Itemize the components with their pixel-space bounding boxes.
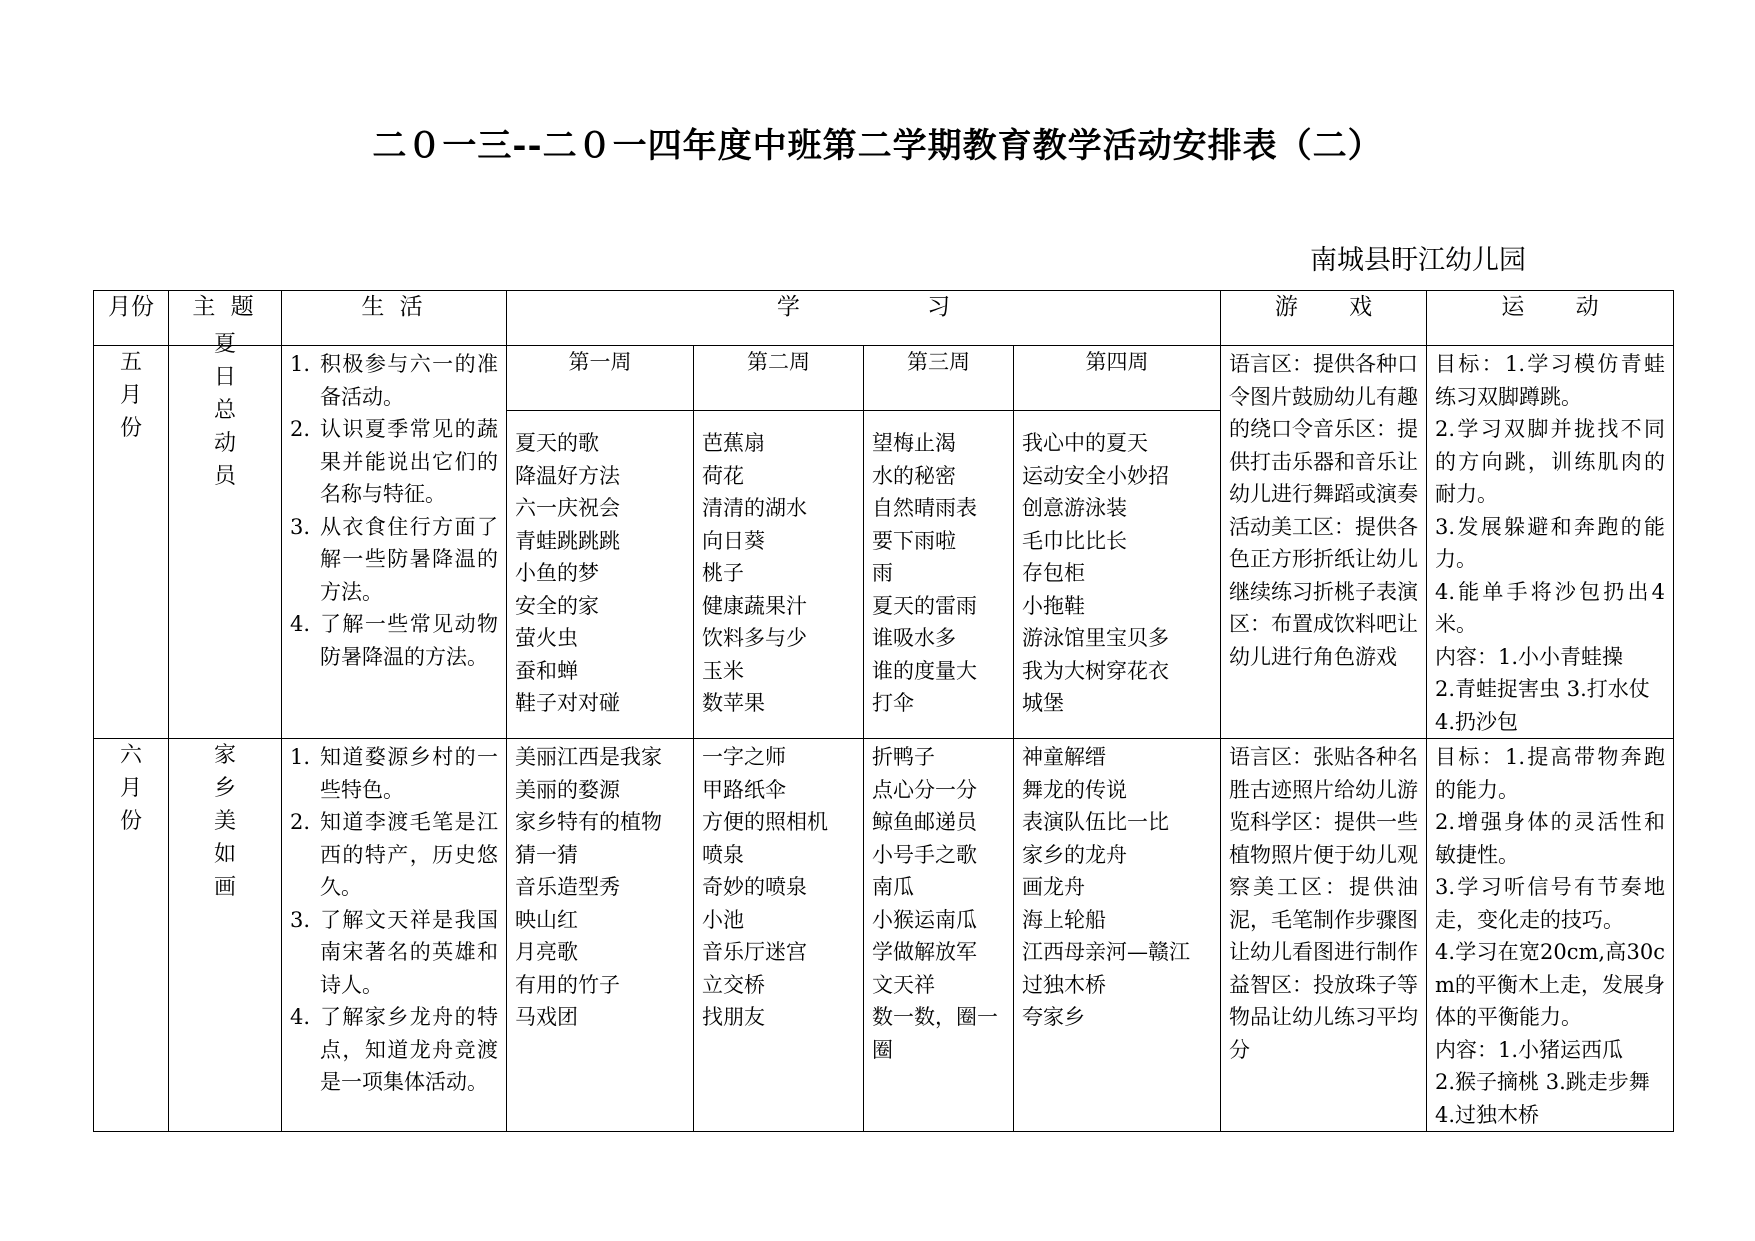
may-week-header-row bbox=[94, 346, 1674, 411]
list-item: 甲路纸伞 bbox=[702, 777, 786, 802]
life-cell-june bbox=[282, 739, 507, 1132]
list-item: 画龙舟 bbox=[1022, 875, 1085, 899]
header-theme: 主 题 bbox=[169, 291, 282, 346]
theme-label: 夏日总动员 bbox=[213, 332, 236, 489]
list-item: 六一庆祝会 bbox=[515, 496, 620, 521]
header-study: 学 习 bbox=[507, 291, 1221, 346]
list-item: 芭蕉扇 bbox=[702, 431, 765, 456]
sport-line: 2.猴子摘桃 3.跳走步舞 bbox=[1435, 1070, 1650, 1094]
list-item: 音乐造型秀 bbox=[515, 875, 620, 899]
organization-name: 南城县盱江幼儿园 bbox=[1310, 245, 1526, 276]
sport-line: 3.学习听信号有节奏地走，变化走的技巧。 bbox=[1435, 875, 1665, 932]
list-item: 小猴运南瓜 bbox=[872, 907, 977, 932]
list-item: 降温好方法 bbox=[515, 463, 620, 488]
life-cell-may bbox=[282, 346, 507, 739]
life-list bbox=[290, 741, 498, 1099]
sport-line: 3.发展躲避和奔跑的能力。 bbox=[1435, 514, 1665, 571]
list-item: 清清的湖水 bbox=[702, 496, 807, 521]
list-item: 萤火虫 bbox=[515, 626, 578, 651]
list-item: 猜一猜 bbox=[515, 842, 578, 867]
theme-cell-june bbox=[169, 739, 282, 1132]
month-label: 五月份 bbox=[119, 350, 142, 441]
sport-line: 2.青蛙捉害虫 3.打水仗 bbox=[1435, 677, 1650, 701]
sport-line: 2.增强身体的灵活性和敏捷性。 bbox=[1435, 810, 1665, 867]
list-item: 点心分一分 bbox=[872, 777, 977, 802]
list-item: 一字之师 bbox=[702, 745, 786, 769]
sport-cell-may bbox=[1427, 346, 1674, 739]
list-item: 文天祥 bbox=[872, 972, 935, 997]
week4-activities-june bbox=[1014, 739, 1221, 1132]
list-item: 学做解放军 bbox=[872, 940, 977, 964]
sport-line: 目标：1.学习模仿青蛙练习双脚蹲跳。 bbox=[1435, 352, 1665, 409]
list-item: 望梅止渴 bbox=[872, 431, 956, 456]
list-item: 映山红 bbox=[515, 907, 578, 932]
sport-line: 4.能单手将沙包扔出4米。 bbox=[1435, 579, 1665, 636]
list-item: 数苹果 bbox=[702, 691, 765, 716]
list-item: 鞋子对对碰 bbox=[515, 691, 620, 716]
sport-line: 内容：1.小小青蛙操 bbox=[1435, 644, 1624, 669]
list-item: 健康蔬果汁 bbox=[702, 593, 807, 618]
list-item: 青蛙跳跳跳 bbox=[515, 528, 620, 553]
week4-activities-may bbox=[1014, 411, 1221, 739]
list-item: 游泳馆里宝贝多 bbox=[1022, 626, 1169, 651]
list-item: 运动安全小妙招 bbox=[1022, 463, 1169, 488]
theme-label: 家乡美如画 bbox=[213, 743, 236, 900]
list-item: 音乐厅迷宫 bbox=[702, 940, 807, 964]
list-item: 3. 了解文天祥是我国南宋著名的英雄和诗人。 bbox=[290, 907, 498, 997]
list-item: 小鱼的梦 bbox=[515, 561, 599, 586]
list-item: 自然晴雨表 bbox=[872, 496, 977, 521]
week3-activities-june bbox=[864, 739, 1014, 1132]
list-item: 神童解缙 bbox=[1022, 745, 1106, 769]
list-item: 4. 了解一些常见动物防暑降温的方法。 bbox=[290, 612, 498, 669]
list-item: 4. 了解家乡龙舟的特点，知道龙舟竞渡是一项集体活动。 bbox=[290, 1005, 498, 1094]
list-item: 小拖鞋 bbox=[1022, 593, 1085, 618]
list-item: 小池 bbox=[702, 907, 744, 932]
list-item: 3. 从衣食住行方面了解一些防暑降温的方法。 bbox=[290, 514, 498, 604]
list-item: 方便的照相机 bbox=[702, 810, 828, 834]
header-row bbox=[94, 291, 1674, 346]
week1-activities-june bbox=[507, 739, 694, 1132]
list-item: 荷花 bbox=[702, 463, 744, 488]
list-item: 我心中的夏天 bbox=[1022, 431, 1148, 456]
list-item: 江西母亲河—赣江 bbox=[1022, 940, 1190, 964]
sport-line: 内容：1.小猪运西瓜 bbox=[1435, 1037, 1624, 1062]
list-item: 2. 知道李渡毛笔是江西的特产，历史悠久。 bbox=[290, 810, 498, 899]
week2-activities-june bbox=[694, 739, 864, 1132]
list-item: 表演队伍比一比 bbox=[1022, 810, 1169, 834]
list-item: 数一数，圈一圈 bbox=[872, 1005, 998, 1062]
list-item: 家乡特有的植物 bbox=[515, 810, 662, 834]
week3-activities-may bbox=[864, 411, 1014, 739]
list-item: 家乡的龙舟 bbox=[1022, 842, 1127, 867]
page-title: 二０一三--二０一四年度中班第二学期教育教学活动安排表（二） bbox=[372, 126, 1383, 166]
schedule-table bbox=[93, 290, 1674, 1132]
list-item: 谁吸水多 bbox=[872, 626, 956, 651]
week-header-2: 第二周 bbox=[694, 346, 864, 411]
list-item: 找朋友 bbox=[702, 1005, 765, 1029]
list-item: 马戏团 bbox=[515, 1005, 578, 1029]
list-item: 过独木桥 bbox=[1022, 972, 1106, 997]
month-label: 六月份 bbox=[119, 743, 142, 834]
list-item: 城堡 bbox=[1022, 691, 1064, 716]
list-item: 月亮歌 bbox=[515, 940, 578, 964]
list-item: 谁的度量大 bbox=[872, 658, 977, 683]
week-header-1: 第一周 bbox=[507, 346, 694, 411]
list-item: 打伞 bbox=[872, 691, 914, 716]
sport-line: 4.过独木桥 bbox=[1435, 1102, 1540, 1127]
list-item: 鲸鱼邮递员 bbox=[872, 810, 977, 834]
list-item: 美丽的婺源 bbox=[515, 777, 620, 802]
header-life: 生 活 bbox=[282, 291, 507, 346]
list-item: 2. 认识夏季常见的蔬果并能说出它们的名称与特征。 bbox=[290, 417, 498, 506]
week-header-4: 第四周 bbox=[1014, 346, 1221, 411]
list-item: 毛巾比比长 bbox=[1022, 528, 1127, 553]
list-item: 南瓜 bbox=[872, 875, 914, 899]
list-item: 桃子 bbox=[702, 561, 744, 586]
game-cell-may: 语言区：提供各种口令图片鼓励幼儿有趣的绕口令音乐区：提供打击乐器和音乐让幼儿进行舞蹈或演奏活动美工区：提供各色正方形折纸让幼儿继续练习折桃子表演区：布置成饮料吧让幼儿进行角色游戏 bbox=[1221, 346, 1427, 739]
life-list bbox=[290, 348, 498, 673]
month-cell-may bbox=[94, 346, 169, 739]
list-item: 夸家乡 bbox=[1022, 1005, 1085, 1029]
list-item: 创意游泳装 bbox=[1022, 496, 1127, 521]
month-cell-june bbox=[94, 739, 169, 1132]
june-row bbox=[94, 739, 1674, 1132]
list-item: 喷泉 bbox=[702, 842, 744, 867]
list-item: 夏天的歌 bbox=[515, 431, 599, 456]
list-item: 1. 知道婺源乡村的一些特色。 bbox=[290, 745, 498, 802]
list-item: 夏天的雷雨 bbox=[872, 593, 977, 618]
list-item: 海上轮船 bbox=[1022, 907, 1106, 932]
list-item: 立交桥 bbox=[702, 972, 765, 997]
list-item: 奇妙的喷泉 bbox=[702, 875, 807, 899]
header-game: 游 戏 bbox=[1221, 291, 1427, 346]
header-sport: 运 动 bbox=[1427, 291, 1674, 346]
list-item: 玉米 bbox=[702, 658, 744, 683]
sport-line: 4.扔沙包 bbox=[1435, 709, 1519, 734]
list-item: 水的秘密 bbox=[872, 463, 956, 488]
sport-line: 目标：1.提高带物奔跑的能力。 bbox=[1435, 745, 1665, 802]
list-item: 雨 bbox=[872, 561, 893, 586]
list-item: 蚕和蝉 bbox=[515, 658, 578, 683]
sport-line: 2.学习双脚并拢找不同的方向跳，训练肌肉的耐力。 bbox=[1435, 417, 1665, 506]
week1-activities-may bbox=[507, 411, 694, 739]
week-header-3: 第三周 bbox=[864, 346, 1014, 411]
list-item: 向日葵 bbox=[702, 528, 765, 553]
list-item: 1. 积极参与六一的准备活动。 bbox=[290, 352, 498, 409]
list-item: 我为大树穿花衣 bbox=[1022, 658, 1169, 683]
list-item: 存包柜 bbox=[1022, 561, 1085, 586]
list-item: 要下雨啦 bbox=[872, 528, 956, 553]
list-item: 安全的家 bbox=[515, 593, 599, 618]
sport-cell-june bbox=[1427, 739, 1674, 1132]
sport-line: 4.学习在宽20cm,高30cm的平衡木上走，发展身体的平衡能力。 bbox=[1435, 940, 1665, 1029]
list-item: 小号手之歌 bbox=[872, 842, 977, 867]
list-item: 有用的竹子 bbox=[515, 972, 620, 997]
list-item: 美丽江西是我家 bbox=[515, 745, 662, 769]
list-item: 折鸭子 bbox=[872, 745, 935, 769]
theme-cell-may bbox=[169, 332, 282, 739]
header-month: 月份 bbox=[94, 291, 169, 346]
week2-activities-may bbox=[694, 411, 864, 739]
list-item: 饮料多与少 bbox=[702, 626, 807, 651]
list-item: 舞龙的传说 bbox=[1022, 777, 1127, 802]
game-cell-june: 语言区：张贴各种名胜古迹照片给幼儿游览科学区：提供一些植物照片便于幼儿观察美工区：提供油泥，毛笔制作步骤图让幼儿看图进行制作益智区：投放珠子等物品让幼儿练习平均分 bbox=[1221, 739, 1427, 1132]
